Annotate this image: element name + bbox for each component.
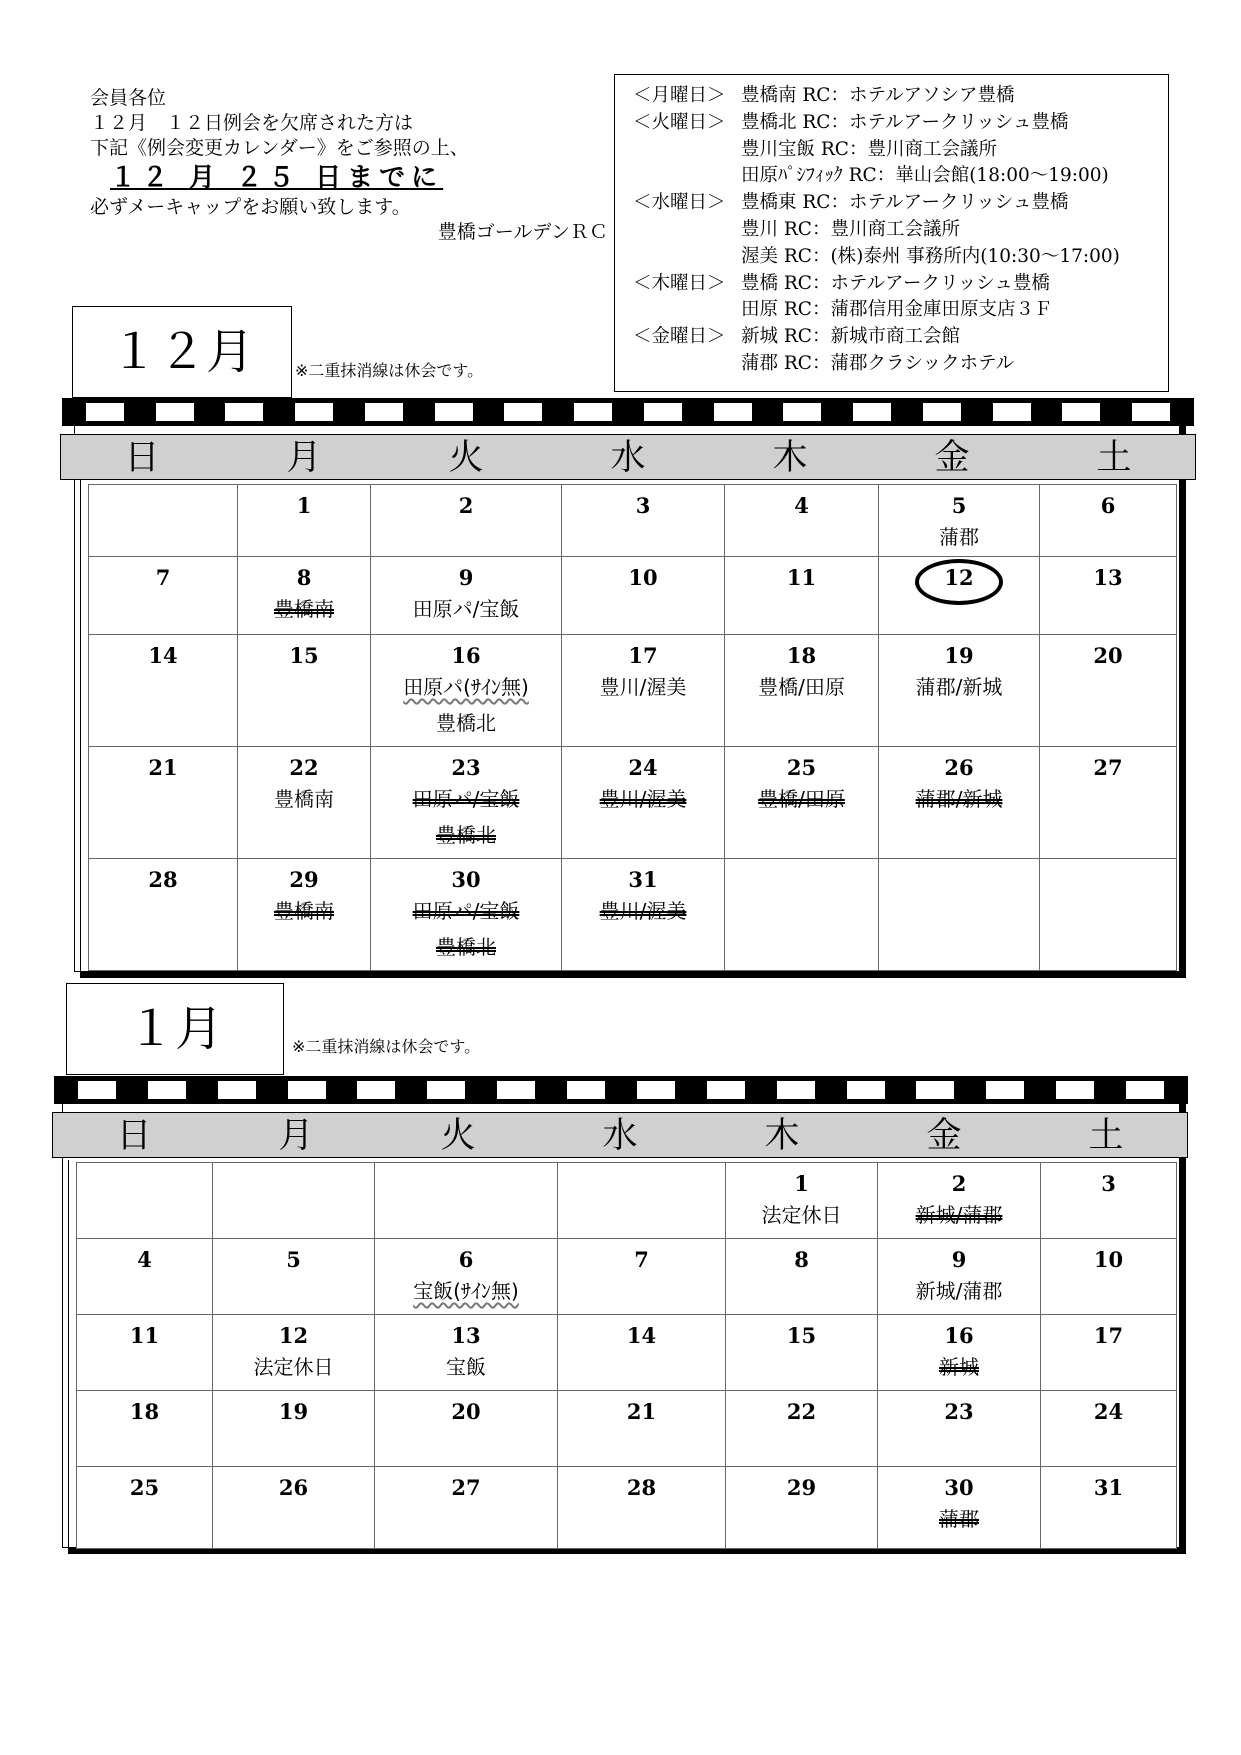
- day-number: 23: [451, 755, 481, 780]
- calendar-day-cell: [238, 747, 371, 859]
- calendar-day-cell: [375, 1315, 558, 1391]
- calendar-week-row: [77, 1163, 1177, 1239]
- club-venue: 豊橋南 RC：ホテルアソシア豊橋: [741, 85, 1015, 106]
- weekday-label: 水: [602, 1116, 638, 1156]
- day-number: 20: [451, 1399, 481, 1424]
- calendar-day-cell: [89, 557, 238, 635]
- day-number: 14: [626, 1323, 657, 1348]
- notice-line: 下記《例会変更カレンダー》をご参照の上、: [90, 137, 469, 159]
- calendar-day-cell: [1040, 485, 1177, 557]
- notice-signature: 豊橋ゴールデンＲＣ: [437, 221, 608, 243]
- day-number: 9: [458, 565, 474, 590]
- day-number: 18: [786, 643, 817, 668]
- calendar-day-cell: [371, 635, 562, 747]
- cancelled-meeting: 豊川/渥美: [599, 787, 687, 811]
- calendar-day-cell: [558, 1239, 726, 1315]
- club-venue: 豊橋北 RC：ホテルアークリッシュ豊橋: [741, 111, 1069, 133]
- meeting-change: 宝飯(ｻｲﾝ無): [413, 1279, 519, 1303]
- day-number: 8: [794, 1247, 809, 1272]
- day-number: 2: [951, 1171, 967, 1196]
- calendar-day-cell: [77, 1239, 213, 1315]
- club-weekday: ＜火曜日＞: [633, 111, 726, 133]
- club-weekday: ＜金曜日＞: [633, 326, 726, 348]
- cancelled-meeting: 新城: [939, 1355, 979, 1379]
- day-number: 30: [451, 867, 481, 892]
- calendar-day-cell: [89, 635, 238, 747]
- calendar-day-cell: [77, 1315, 213, 1391]
- weekday-label: 木: [772, 438, 808, 478]
- calendar-day-cell: [878, 1239, 1041, 1315]
- meeting-change: 新城/蒲郡: [915, 1279, 1003, 1303]
- calendar-day-cell: [879, 557, 1040, 635]
- calendar-day-cell: [375, 1391, 558, 1467]
- calendar-day-cell: [562, 485, 725, 557]
- weekday-label: 土: [1088, 1116, 1124, 1156]
- weekday-label: 水: [610, 438, 646, 478]
- meeting-change: 法定休日: [253, 1355, 334, 1379]
- day-number: 16: [451, 643, 481, 668]
- meeting-change: 法定休日: [761, 1203, 842, 1227]
- club-row: [633, 244, 1158, 271]
- day-number: 2: [458, 493, 474, 518]
- calendar-day-cell: [1041, 1239, 1177, 1315]
- club-row: [633, 110, 1158, 137]
- calendar-day-cell: [878, 1315, 1041, 1391]
- calendar-day-cell: [1041, 1391, 1177, 1467]
- day-number: 6: [458, 1247, 474, 1272]
- december-month-label: １２月: [72, 306, 292, 398]
- club-weekday: ＜木曜日＞: [633, 272, 726, 294]
- calendar-day-cell: [375, 1239, 558, 1315]
- club-row: [633, 271, 1158, 298]
- weekday-label: 火: [448, 438, 484, 478]
- calendar-day-cell: [878, 1163, 1041, 1239]
- meeting-change: 蒲郡: [939, 525, 979, 549]
- club-venue: 田原 RC：蒲郡信用金庫田原支店３Ｆ: [741, 299, 1053, 321]
- calendar-day-cell: [1040, 557, 1177, 635]
- calendar-day-cell: [1040, 859, 1177, 971]
- cancelled-meeting: 豊橋/田原: [758, 787, 845, 811]
- cancelled-meeting: 蒲郡/新城: [915, 787, 1003, 811]
- day-number: 13: [1093, 565, 1123, 590]
- day-number: 25: [786, 755, 817, 780]
- day-number: 19: [278, 1399, 309, 1424]
- day-number: 1: [794, 1171, 809, 1196]
- club-venue: 豊橋 RC：ホテルアークリッシュ豊橋: [741, 272, 1050, 294]
- calendar-day-cell: [371, 485, 562, 557]
- cancelled-meeting: 蒲郡: [939, 1507, 979, 1531]
- day-number: 28: [148, 867, 178, 892]
- meeting-change: 蒲郡/新城: [915, 675, 1003, 699]
- calendar-day-cell: [726, 1239, 878, 1315]
- day-number: 4: [794, 493, 809, 518]
- calendar-week-row: [89, 859, 1177, 971]
- calendar-day-cell: [238, 859, 371, 971]
- day-number: 27: [1093, 755, 1123, 780]
- club-venue: 田原ﾊﾟｼﾌｨｯｸ RC：崋山会館(18:00～19:00): [741, 165, 1109, 187]
- club-row: [633, 351, 1158, 378]
- day-number: 30: [944, 1475, 974, 1500]
- day-number: 4: [137, 1247, 152, 1272]
- calendar-day-cell: [1041, 1315, 1177, 1391]
- calendar-day-cell: [238, 485, 371, 557]
- december-note: ※二重抹消線は休会です。: [295, 361, 484, 380]
- day-number: 24: [1093, 1399, 1124, 1424]
- day-number: 13: [451, 1323, 481, 1348]
- day-number: 11: [786, 565, 817, 590]
- calendar-day-cell: [879, 747, 1040, 859]
- day-number: 18: [129, 1399, 160, 1424]
- meeting-change: 豊橋/田原: [758, 675, 845, 699]
- club-row: [633, 297, 1158, 324]
- calendar-day-cell: [726, 1391, 878, 1467]
- december-calendar-grid: [88, 484, 1177, 971]
- cancelled-meeting: 豊橋北: [436, 935, 496, 959]
- day-number: 3: [635, 493, 651, 518]
- day-number: 15: [289, 643, 319, 668]
- day-number: 9: [951, 1247, 967, 1272]
- calendar-day-cell: [213, 1163, 375, 1239]
- meeting-change: 宝飯: [446, 1355, 486, 1379]
- cancelled-meeting: 田原パ/宝飯: [412, 787, 520, 811]
- club-row: [633, 83, 1158, 110]
- notice-line: 必ずメーキャップをお願い致します。: [90, 196, 411, 218]
- meeting-change: 豊橋南: [274, 787, 334, 811]
- calendar-day-cell: [879, 859, 1040, 971]
- cancelled-meeting: 田原パ/宝飯: [412, 899, 520, 923]
- club-venue: 豊川宝飯 RC：豊川商工会議所: [741, 138, 997, 160]
- calendar-day-cell: [371, 859, 562, 971]
- calendar-week-row: [89, 485, 1177, 557]
- calendar-day-cell: [213, 1315, 375, 1391]
- calendar-day-cell: [89, 747, 238, 859]
- calendar-day-cell: [725, 557, 879, 635]
- day-number: 10: [1093, 1247, 1124, 1272]
- day-number: 5: [951, 493, 967, 518]
- calendar-day-cell: [726, 1315, 878, 1391]
- january-calendar-grid: [76, 1162, 1177, 1549]
- calendar-day-cell: [878, 1391, 1041, 1467]
- calendar-day-cell: [562, 859, 725, 971]
- day-number: 16: [944, 1323, 974, 1348]
- meeting-change: 豊橋北: [436, 711, 496, 735]
- calendar-day-cell: [725, 859, 879, 971]
- notice-block: [90, 86, 610, 245]
- weekday-label: 月: [286, 438, 322, 478]
- january-note: ※二重抹消線は休会です。: [292, 1037, 481, 1056]
- day-number: 5: [286, 1247, 301, 1272]
- calendar-day-cell: [238, 557, 371, 635]
- day-number: 27: [451, 1475, 481, 1500]
- club-venue: 豊橋東 RC：ホテルアークリッシュ豊橋: [741, 192, 1069, 214]
- weekday-label: 火: [440, 1116, 476, 1156]
- calendar-day-cell: [77, 1467, 213, 1549]
- day-number: 20: [1093, 643, 1123, 668]
- january-month-label: １月: [66, 983, 284, 1075]
- january-film-strip: [54, 1076, 1188, 1104]
- day-number: 14: [148, 643, 178, 668]
- calendar-day-cell: [879, 485, 1040, 557]
- cancelled-meeting: 豊橋南: [274, 899, 334, 923]
- calendar-week-row: [89, 747, 1177, 859]
- calendar-day-cell: [375, 1467, 558, 1549]
- calendar-day-cell: [89, 485, 238, 557]
- calendar-week-row: [77, 1467, 1177, 1549]
- calendar-day-cell: [879, 635, 1040, 747]
- club-row: [633, 324, 1158, 351]
- day-number: 11: [129, 1323, 160, 1348]
- calendar-day-cell: [1040, 635, 1177, 747]
- meeting-change: 田原パ/宝飯: [412, 597, 520, 621]
- calendar-day-cell: [726, 1467, 878, 1549]
- calendar-day-cell: [375, 1163, 558, 1239]
- january-weekday-header: [52, 1112, 1188, 1158]
- calendar-week-row: [77, 1239, 1177, 1315]
- day-number: 22: [289, 755, 319, 780]
- weekday-label: 木: [764, 1116, 800, 1156]
- january-page-edge: [68, 1160, 76, 1548]
- calendar-day-cell: [238, 635, 371, 747]
- club-venue: 新城 RC：新城市商工会館: [741, 326, 960, 348]
- day-number: 15: [786, 1323, 817, 1348]
- day-number: 28: [626, 1475, 657, 1500]
- december-film-strip: [62, 398, 1194, 426]
- club-weekday: ＜月曜日＞: [633, 85, 726, 106]
- calendar-day-cell: [213, 1239, 375, 1315]
- day-number: 12: [944, 565, 974, 590]
- calendar-day-cell: [77, 1391, 213, 1467]
- club-venue: 豊川 RC：豊川商工会議所: [741, 218, 960, 240]
- cancelled-meeting: 豊橋北: [436, 823, 496, 847]
- day-number: 7: [155, 565, 171, 590]
- weekday-label: 月: [278, 1116, 314, 1156]
- calendar-week-row: [89, 635, 1177, 747]
- club-weekday: ＜水曜日＞: [633, 192, 726, 214]
- day-number: 22: [786, 1399, 817, 1424]
- calendar-day-cell: [213, 1391, 375, 1467]
- day-number: 26: [278, 1475, 309, 1500]
- day-number: 8: [296, 565, 312, 590]
- calendar-day-cell: [562, 557, 725, 635]
- weekday-label: 日: [116, 1116, 152, 1156]
- day-number: 17: [1093, 1323, 1124, 1348]
- calendar-day-cell: [1040, 747, 1177, 859]
- day-number: 29: [786, 1475, 817, 1500]
- calendar-day-cell: [77, 1163, 213, 1239]
- club-meeting-list: [614, 74, 1169, 392]
- cancelled-meeting: 豊川/渥美: [599, 899, 687, 923]
- day-number: 25: [129, 1475, 160, 1500]
- calendar-day-cell: [558, 1163, 726, 1239]
- day-number: 24: [628, 755, 658, 780]
- weekday-label: 金: [926, 1116, 962, 1156]
- calendar-day-cell: [89, 859, 238, 971]
- day-number: 1: [296, 493, 312, 518]
- notice-line: １２月 １２日例会を欠席された方は: [90, 112, 414, 134]
- calendar-day-cell: [371, 557, 562, 635]
- day-number: 21: [148, 755, 178, 780]
- weekday-label: 土: [1096, 438, 1132, 478]
- calendar-day-cell: [371, 747, 562, 859]
- day-number: 29: [289, 867, 319, 892]
- day-number: 17: [628, 643, 658, 668]
- day-number: 26: [944, 755, 974, 780]
- meeting-change: 豊川/渥美: [599, 675, 687, 699]
- today-circle-mark: [879, 565, 1039, 605]
- december-page-edge: [80, 480, 88, 972]
- calendar-day-cell: [562, 747, 725, 859]
- cancelled-meeting: 豊橋南: [274, 597, 334, 621]
- calendar-day-cell: [1041, 1467, 1177, 1549]
- calendar-day-cell: [1041, 1163, 1177, 1239]
- calendar-day-cell: [562, 635, 725, 747]
- meeting-change: 田原パ(ｻｲﾝ無): [403, 675, 529, 699]
- calendar-day-cell: [213, 1467, 375, 1549]
- day-number: 21: [626, 1399, 657, 1424]
- december-weekday-header: [60, 434, 1196, 480]
- club-row: [633, 137, 1158, 164]
- calendar-day-cell: [878, 1467, 1041, 1549]
- calendar-day-cell: [558, 1467, 726, 1549]
- club-row: [633, 190, 1158, 217]
- club-row: [633, 163, 1158, 190]
- calendar-week-row: [77, 1315, 1177, 1391]
- day-number: 12: [278, 1323, 309, 1348]
- day-number: 19: [944, 643, 974, 668]
- day-number: 3: [1101, 1171, 1116, 1196]
- notice-greeting: 会員各位: [90, 87, 167, 109]
- calendar-week-row: [89, 557, 1177, 635]
- weekday-label: 日: [124, 438, 160, 478]
- club-venue: 蒲郡 RC：蒲郡クラシックホテル: [741, 352, 1015, 374]
- calendar-week-row: [77, 1391, 1177, 1467]
- calendar-day-cell: [725, 635, 879, 747]
- calendar-day-cell: [726, 1163, 878, 1239]
- weekday-label: 金: [934, 438, 970, 478]
- calendar-day-cell: [725, 485, 879, 557]
- club-venue: 渥美 RC：(株)泰州 事務所内(10:30～17:00): [741, 245, 1120, 267]
- calendar-day-cell: [558, 1391, 726, 1467]
- calendar-day-cell: [725, 747, 879, 859]
- club-row: [633, 217, 1158, 244]
- calendar-day-cell: [558, 1315, 726, 1391]
- day-number: 31: [1093, 1475, 1124, 1500]
- day-number: 31: [628, 867, 658, 892]
- day-number: 10: [628, 565, 658, 590]
- day-number: 6: [1100, 493, 1116, 518]
- day-number: 23: [944, 1399, 974, 1424]
- cancelled-meeting: 新城/蒲郡: [915, 1203, 1003, 1227]
- day-number: 7: [634, 1247, 649, 1272]
- notice-deadline: １２ 月 ２５ 日までに: [110, 163, 444, 193]
